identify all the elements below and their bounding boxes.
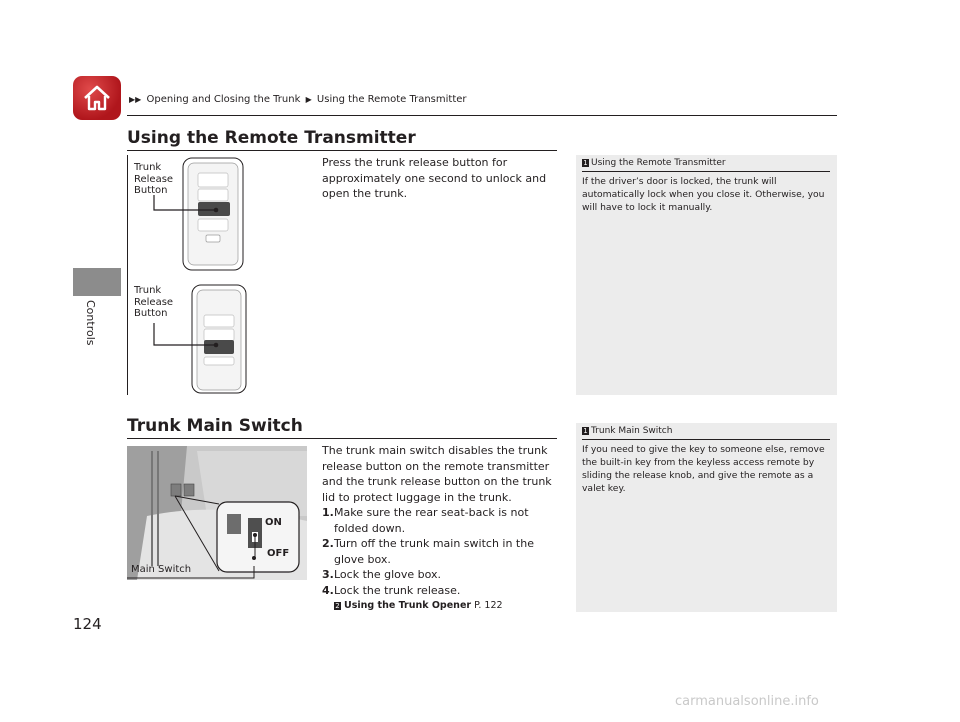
breadcrumb-arrow-icon: ▶▶ xyxy=(129,95,142,104)
step-item: 2. Turn off the trunk main switch in the glove box. xyxy=(322,537,534,566)
header-rule xyxy=(127,115,837,116)
xref-arrow-icon: 2 xyxy=(335,602,340,610)
section2-content xyxy=(322,443,560,611)
glove-box-illustration xyxy=(127,446,307,580)
section-title-main-switch: Trunk Main Switch xyxy=(127,416,303,436)
xref-title: Using the Trunk Opener xyxy=(344,600,472,611)
house-glyph xyxy=(82,83,112,113)
steps-list xyxy=(322,505,560,598)
watermark: carmanualsonline.info xyxy=(675,694,819,709)
note-main-switch xyxy=(576,423,837,612)
figure-label-main-switch: Main Switch xyxy=(131,564,192,575)
section-rule xyxy=(127,150,557,151)
side-tab-marker xyxy=(73,268,121,296)
note-title: Trunk Main Switch xyxy=(591,426,673,436)
figure-label-on: ON xyxy=(265,517,282,528)
step-item: 4. Lock the trunk release. xyxy=(322,583,461,597)
breadcrumb xyxy=(127,94,467,105)
step-item: 3. Lock the glove box. xyxy=(322,568,442,581)
section-rule xyxy=(127,438,557,439)
step-item: 1. Make sure the rear seat-back is not folded down. xyxy=(322,506,529,535)
side-tab-label: Controls xyxy=(84,300,97,346)
note-rule xyxy=(582,439,830,440)
home-icon[interactable] xyxy=(73,76,121,120)
section2-body: The trunk main switch disables the trunk release button on the remote transmitter and the trunk release button on the trunk lid to protect luggage in the trunk. xyxy=(322,444,552,504)
note-remote xyxy=(576,155,837,395)
note-marker-icon: 1 xyxy=(583,427,588,435)
note-marker-icon: 1 xyxy=(583,159,588,167)
figure-remote-transmitters xyxy=(127,155,308,395)
section1-body: Press the trunk release button for approximately one second to unlock and open the trunk. xyxy=(322,156,547,200)
breadcrumb-arrow-icon: ▶ xyxy=(305,95,312,104)
figure-glove-box xyxy=(127,446,307,580)
figure-label-off: OFF xyxy=(267,548,290,559)
note-title: Using the Remote Transmitter xyxy=(591,158,726,168)
note-text: If the driver’s door is locked, the trunk will automatically lock when you close it. Otherwise, you will have to lock it manually. xyxy=(582,176,825,213)
xref-page: P. 122 xyxy=(474,600,503,611)
figure-label-trunk-release: Trunk Release Button xyxy=(134,285,174,319)
breadcrumb-topic: Using the Remote Transmitter xyxy=(316,94,467,105)
breadcrumb-section[interactable]: Opening and Closing the Trunk xyxy=(146,94,301,105)
note-text: If you need to give the key to someone else, remove the built-in key from the keyless access remote by sliding the release knob, and give the remote as a valet key. xyxy=(582,444,825,494)
figure-label-trunk-release: Trunk Release Button xyxy=(134,162,174,196)
section-title-remote: Using the Remote Transmitter xyxy=(127,128,416,148)
cross-reference-link[interactable] xyxy=(334,600,560,611)
note-rule xyxy=(582,171,830,172)
page-number: 124 xyxy=(73,615,102,633)
